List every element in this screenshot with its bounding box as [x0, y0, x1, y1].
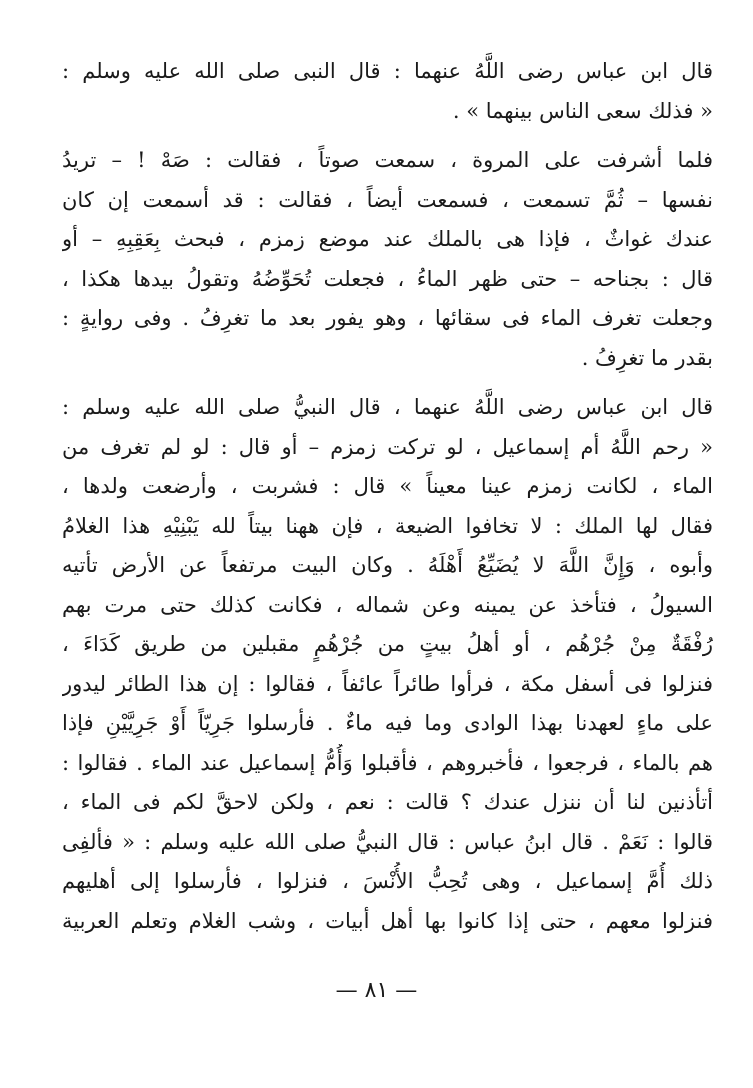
text-line: قال ابن عباس رضى اللَّهُ عنهما ، قال النبيُّ صلى الله عليه وسلم :: [62, 395, 713, 419]
text-line: رُفْقَةٌ مِنْ جُرْهُم ، أو أهلُ بيتٍ من جُرْهُمٍ مقبلين من طريق كَدَاءَ ،: [62, 632, 713, 656]
text-line: فقال لها الملك : لا تخافوا الضيعة ، فإن ههنا بيتاً لله يَبْنِيْهِ هذا الغلامُ: [62, 513, 713, 538]
text-line: وجعلت تغرف الماء فى سقائها ، وهو يفور بعد ما تغرِفُ . وفى روايةٍ :: [62, 306, 713, 330]
text-line: أتأذنين لنا أن ننزل عندك ؟ قالت : نعم ، ولكن لاحقَّ لكم فى الماء ،: [62, 790, 713, 814]
text-line: نفسها – ثُمَّ تسمعت ، فسمعت أيضاً ، فقالت : قد أسمعت إن كان: [62, 187, 713, 212]
text-line: السيولُ ، فتأخذ عن يمينه وعن شماله ، فكانت كذلك حتى مرت بهم: [62, 592, 713, 617]
text-line: فلما أشرفت على المروة ، سمعت صوتاً ، فقالت : صَهْ ! – تريدُ: [62, 148, 713, 172]
paragraph: [62, 388, 713, 941]
text-line: فنزلوا فى أسفل مكة ، فرأوا طائراً عائفاً ، فقالوا : إن هذا الطائر ليدور: [62, 671, 713, 696]
paragraph: [62, 52, 713, 131]
text-line: هم بالماء ، فرجعوا ، فأخبروهم ، فأقبلوا وَأُمُّ إسماعيل عند الماء . فقالوا :: [62, 750, 713, 775]
text-line: على ماءٍ لعهدنا بهذا الوادى وما فيه ماءٌ . فأرسلوا جَرِيّاً أَوْ جَرِيَّيْنِ فإذا: [62, 711, 713, 735]
text-line: عندك غواثٌ ، فإذا هى بالملك عند موضع زمزم ، فبحث بِعَقِبِهِ – أو: [62, 227, 713, 251]
page-text: [62, 52, 713, 941]
text-line: الماء ، لكانت زمزم عينا معيناً » قال : فشربت ، وأرضعت ولدها ،: [62, 474, 713, 498]
text-line: وأبوه ، وَإِنَّ اللَّهَ لا يُضَيِّعُ أَهْلَهُ . وكان البيت مرتفعاً عن الأرض تأتيه: [62, 553, 713, 577]
text-line: ذلك أُمَّ إسماعيل ، وهى تُحِبُّ الأُنْسَ ، فنزلوا ، فأرسلوا إلى أهليهم: [62, 869, 713, 893]
text-line: فنزلوا معهم ، حتى إذا كانوا بها أهل أبيات ، وشب الغلام وتعلم العربية: [62, 908, 713, 933]
text-line: « رحم اللَّهُ أم إسماعيل ، لو تركت زمزم – أو قال : لو لم تغرف من: [62, 434, 713, 459]
text-line: « فذلك سعى الناس بينهما » .: [452, 98, 713, 123]
text-line: قال : بجناحه – حتى ظهر الماءُ ، فجعلت تُحَوِّضُهُ وتقولُ بيدها هكذا ،: [62, 266, 713, 291]
page-number: — ٨١ —: [335, 978, 418, 1003]
text-line: بقدر ما تغرِفُ .: [581, 345, 713, 370]
text-line: قال ابن عباس رضى اللَّهُ عنهما : قال النبى صلى الله عليه وسلم :: [62, 59, 713, 83]
text-line: قالوا : نَعَمْ . قال ابنُ عباس : قال النبيُّ صلى الله عليه وسلم : « فألفِى: [62, 829, 713, 854]
paragraph: [62, 141, 713, 378]
